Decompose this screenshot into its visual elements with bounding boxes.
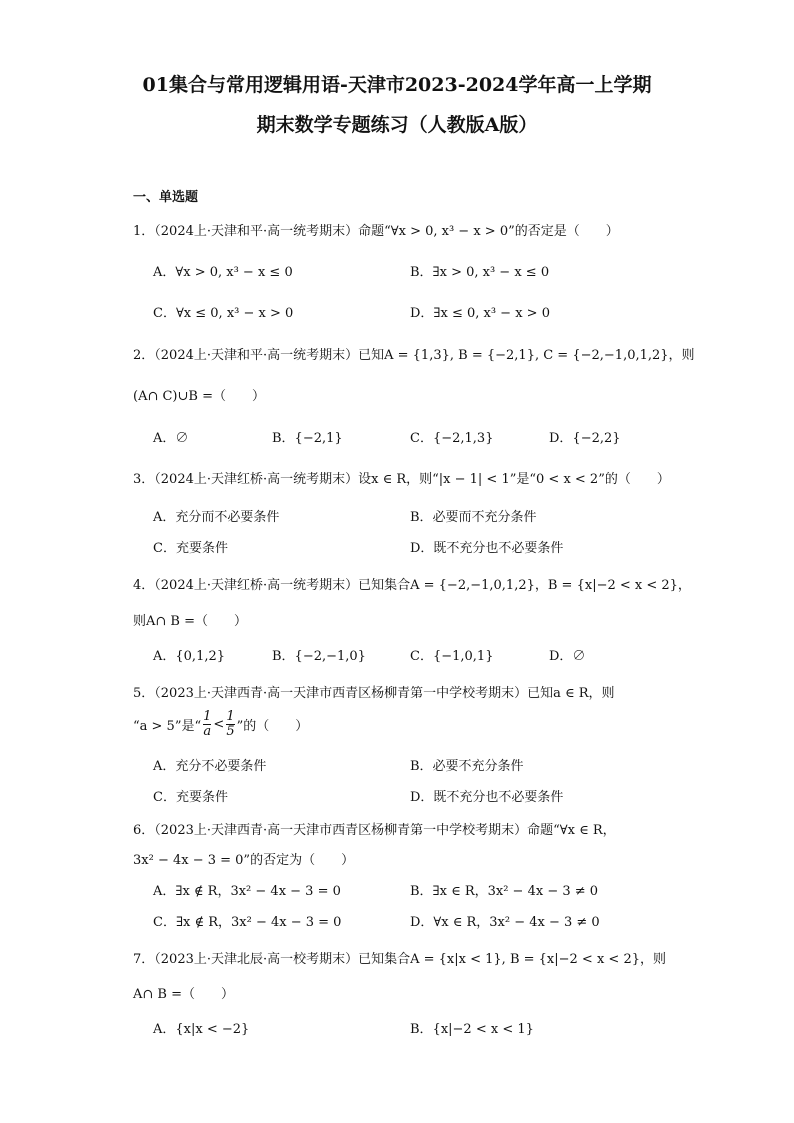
question-1-stem: 1．（2024上·天津和平·高一统考期末）命题“∀x > 0, x³ − x > 0”的否定是（ ） [133,224,619,239]
question-7-stem: 7．（2023上·天津北辰·高一校考期末）已知集合A = {x|x < 1}, B = {x|−2 < x < 2}，则 [133,952,666,967]
question-4-option-d: D．∅ [549,649,586,664]
question-6-option-a: A．∃x ∉ R，3x² − 4x − 3 = 0 [153,884,341,899]
fraction-numerator: 1 [226,709,235,724]
question-5-option-d: D．既不充分也不必要条件 [410,790,564,805]
fraction-denominator: 5 [226,724,235,739]
fraction-1-over-a [203,710,211,739]
question-1-option-d: D．∃x ≤ 0, x³ − x > 0 [410,306,550,321]
question-4-option-a: A．{0,1,2} [153,649,226,664]
question-5-stem: 5．（2023上·天津西青·高一天津市西青区杨柳青第一中学校考期末）已知a ∈ R，则 [133,686,615,701]
question-2-stem-cont: (A∩ C)∪B =（ ） [133,389,265,404]
question-4-option-c: C．{−1,0,1} [410,649,494,664]
question-1-option-c: C．∀x ≤ 0, x³ − x > 0 [153,306,294,321]
fraction-1-over-5 [226,710,234,739]
question-5-option-a: A．充分不必要条件 [153,759,267,774]
question-6-option-d: D．∀x ∈ R，3x² − 4x − 3 ≠ 0 [410,915,600,930]
question-3-option-c: C．充要条件 [153,541,228,556]
question-2-option-d: D．{−2,2} [549,431,621,446]
question-5-option-b: B．必要不充分条件 [410,759,524,774]
question-6-stem-cont: 3x² − 4x − 3 = 0”的否定为（ ） [133,853,355,868]
question-2-option-a: A．∅ [153,431,189,446]
question-7-option-a: A．{x|x < −2} [153,1022,250,1037]
question-4-stem: 4．（2024上·天津红桥·高一统考期末）已知集合A = {−2,−1,0,1,2}，B = {x|−2 < x < 2}， [133,578,691,593]
question-5-stem-cont [133,710,308,739]
question-1-option-b: B．∃x > 0, x³ − x ≤ 0 [410,265,550,280]
document-title-line-2: 期末数学专题练习（人教版A版） [256,114,538,136]
question-4-stem-cont: 则A∩ B =（ ） [133,614,247,629]
less-than-sign: < [213,717,225,732]
question-4-option-b: B．{−2,−1,0} [272,649,366,664]
document-title-line-1: 01集合与常用逻辑用语-天津市2023-2024学年高一上学期 [142,74,652,96]
question-6-stem: 6．（2023上·天津西青·高一天津市西青区杨柳青第一中学校考期末）命题“∀x ∈ R， [133,823,616,838]
question-7-option-b: B．{x|−2 < x < 1} [410,1022,534,1037]
question-3-option-b: B．必要而不充分条件 [410,510,537,525]
fraction-numerator: 1 [203,709,212,724]
fraction-denominator: a [203,724,212,739]
question-2-option-b: B．{−2,1} [272,431,343,446]
question-6-option-b: B．∃x ∈ R，3x² − 4x − 3 ≠ 0 [410,884,599,899]
question-5-condition: “a > 5”是“ [133,719,202,734]
question-2-option-c: C．{−2,1,3} [410,431,494,446]
question-3-option-d: D．既不充分也不必要条件 [410,541,564,556]
question-7-stem-cont: A∩ B =（ ） [133,987,234,1002]
question-5-tail: ”的（ ） [236,719,309,734]
section-heading: 一、单选题 [133,190,199,205]
question-2-stem: 2．（2024上·天津和平·高一统考期末）已知A = {1,3}, B = {−2,1}, C = {−2,−1,0,1,2}，则 [133,348,695,363]
question-3-stem: 3．（2024上·天津红桥·高一统考期末）设x ∈ R，则“|x − 1| < 1”是“0 < x < 2”的（ ） [133,472,670,487]
question-5-option-c: C．充要条件 [153,790,228,805]
question-3-option-a: A．充分而不必要条件 [153,510,280,525]
question-6-option-c: C．∃x ∉ R，3x² − 4x − 3 = 0 [153,915,342,930]
question-1-option-a: A．∀x > 0, x³ − x ≤ 0 [153,265,293,280]
